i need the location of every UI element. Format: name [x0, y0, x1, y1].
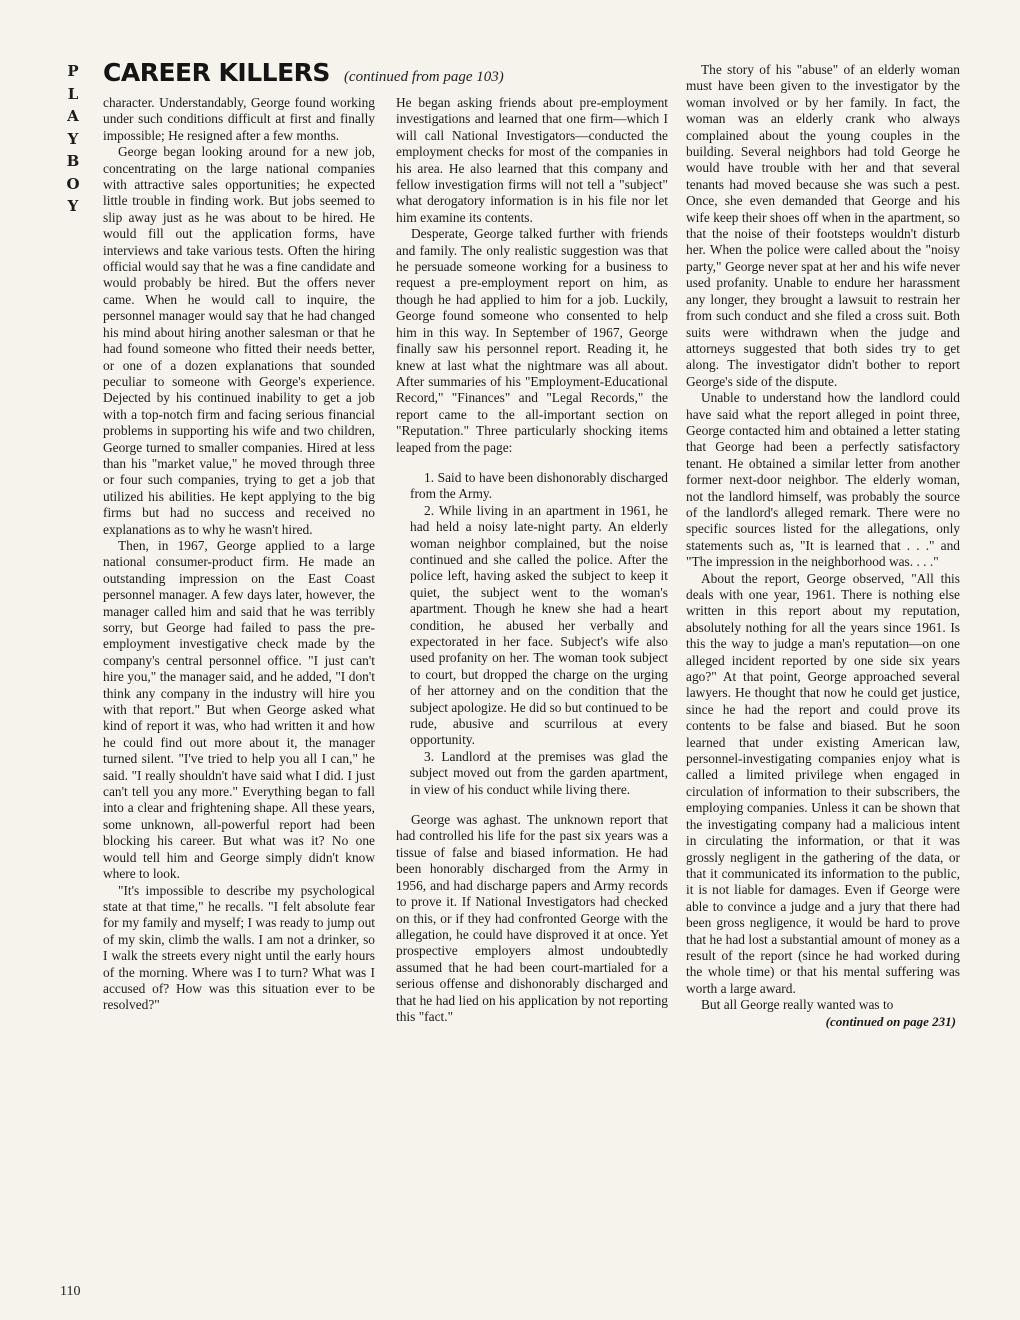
paragraph: He began asking friends about pre-employment investigations and learned that one firm—which I will call National Investigators—conducted the employment checks for most of the companies in his area. He also learned that this company and fellow investigation firms will not tell a "subject" what derogatory information is in his file nor let him examine its contents.	[396, 95, 668, 225]
side-logo-letter: Y	[67, 129, 79, 148]
paragraph: Then, in 1967, George applied to a large national consumer-product firm. He made an outstanding impression on the East Coast personnel manager. A few days later, however, the manager called him and said that he was terribly sorry, but George had failed to pass the pre-employment investigative check made by the company's central personnel office. "I just can't hire you," the manager said, and he added, "I don't think any company in the industry will hire you with that report." But when George asked what kind of report it was, who had written it and how he could find out more about it, the manager turned silent. "I've tried to help you all I can," he said. "I really shouldn't have said what I did. I just can't tell you any more." Everything began to fall into a clear and frightening shape. All these years, some unknown, all-powerful report had been blocking his career. But what was it? No one would tell him and George simply didn't know where to look.	[103, 537, 375, 882]
article-header	[103, 58, 663, 94]
paragraph: George began looking around for a new job, concentrating on the large national companies with attractive sales opportunities; he expected little trouble in finding work. But jobs seemed to slip away just as he was about to be hired. He would fill out the application forms, have interviews and take various tests. Often the hiring official would say that he was a fine candidate and would probably be hired. But the offers never came. When he would call to inquire, the personnel manager would say that he had changed his mind about hiring another salesman or that he had found someone who fitted their needs better, or one of a dozen explanations that sounded peculiar to someone with George's experience. Dejected by his continued inability to get a job with a top-notch firm and facing serious financial problems in supporting his wife and two children, George turned to smaller companies. Hired at less than his "market value," he moved through three or four such companies, trying to get a job that utilized his abilities. He kept applying to the big firms but had no success and received no explanations as to why he wasn't hired.	[103, 144, 375, 537]
side-logo-letter: L	[67, 84, 79, 103]
paragraph: The story of his "abuse" of an elderly woman must have been given to the investigator by the woman involved or by her family. In fact, the woman was an elderly crank who always complained about the young couples in the building. Several neighbors had told George he would have trouble with her and that several tenants had moved because she was such a pest. Once, she even demanded that George and his wife keep their shoes off when in the apartment, so that the noise of their footsteps wouldn't disturb her. When the police were called about the "noisy party," George never spat at her and his wife never used profanity. Unable to endure her harassment any longer, they brought a lawsuit to restrain her from such conduct and she filed a cross suit. Both suits were withdrawn when the judge and attorneys suggested that both sides try to get along. The investigator didn't bother to report George's side of the dispute.	[686, 62, 960, 389]
paragraph: About the report, George observed, "All this deals with one year, 1961. There is nothing else written in this report about my reputation, absolutely nothing for all the years since 1961. Is this the way to judge a man's reputation—on one alleged incident reported by one side six years ago?" At that point, George approached several lawyers. He thought that now he could get justice, since he had the report and could prove its contents to be false and biased. But he soon learned that under existing American law, personnel-investigating companies enjoy what is called a limited privilege when engaged in circulation of information to their subscribers, the employing companies. Unless it can be shown that the investigating company had a malicious intent in circulating the information, or that it was grossly negligent in the gathering of the data, or that it communicated its information to the public, it is not liable for damages. Even if George were able to convince a judge and a jury that there had been gross negligence, it would be hard to prove that he had lost a substantial amount of money as a result of the report (since he had worked during the whole time) or that his mental suffering was worth a large award.	[686, 570, 960, 996]
article-title: CAREER KILLERS	[103, 58, 330, 87]
report-item: 1. Said to have been dishonorably discharged from the Army.	[410, 469, 668, 502]
paragraph: George was aghast. The unknown report that had controlled his life for the past six years was a tissue of false and biased information. He had been honorably discharged from the Army in 1956, and had discharge papers and Army records to prove it. If National Investigators had checked on this, or if they had confronted George with the allegation, he could have disproved it at once. Yet prospective employers almost undoubtedly assumed that he had been court-martialed for a serious offense and dishonorably discharged and that he had lied on his application by not reporting this "fact."	[396, 812, 668, 1024]
text-column-3	[686, 62, 960, 1030]
side-logo-letter: O	[66, 174, 80, 193]
side-logo-letter: A	[67, 107, 79, 125]
continued-from-note: (continued from page 103)	[343, 69, 504, 85]
report-item: 2. While living in an apartment in 1961, he had held a noisy late-night party. An elderly woman neighbor complained, but the noise continued and she called the police. After the police left, having asked the subject to keep it quiet, the subject went to the woman's apartment. Though he knew she had a heart condition, he abused her verbally and expectorated in her face. Subject's wife also used profanity on her. The woman took subject to court, but dropped the charge on the urging of her attorney and on the condition that the subject apologize. He did so but continued to be rude, abusive and scurrilous at every opportunity.	[410, 502, 668, 748]
side-logo-letter: B	[66, 152, 80, 170]
report-item: 3. Landlord at the premises was glad the subject moved out from the garden apartment, in view of his conduct while living there.	[410, 748, 668, 797]
text-column-2	[396, 95, 668, 1025]
side-logo-letter: Y	[67, 197, 79, 215]
page-number: 110	[60, 1284, 81, 1299]
paragraph: character. Understandably, George found working under such conditions difficult at first and finally impossible; He resigned after a few months.	[103, 95, 375, 143]
text-column-1	[103, 95, 375, 1014]
paragraph: But all George really wanted was to	[701, 997, 894, 1013]
paragraph: Unable to understand how the landlord could have said what the report alleged in point three, George contacted him and obtained a letter stating that George had been a perfectly satisfactory tenant. He obtained a similar letter from another former next-door neighbor. The elderly woman, not the landlord himself, was probably the source of the landlord's alleged remark. There were no specific sources listed for the allegations, only statements such as, "It is learned that . . ." and "The impression in the neighborhood was. . . ."	[686, 390, 960, 570]
paragraph: Desperate, George talked further with friends and family. The only realistic suggestion was that he persuade someone working for a business to request a pre-employment report on him, as though he had applied to him for a job. Luckily, George found someone who consented to help him in this way. In September of 1967, George finally saw his personnel report. Reading it, he knew at last what the nightmare was all about. After summaries of his "Employment-Educational Record," "Finances" and "Legal Records," the report came to the all-important section on "Reputation." Three particularly shocking items leaped from the page:	[396, 226, 668, 455]
paragraph: "It's impossible to describe my psychological state at that time," he recalls. "I felt absolute fear for my family and myself; I was ready to jump out of my skin, climb the walls. I am not a drinker, so I walk the streets every night until the early hours of the morning. Where was I to turn? What was I accused of? How was this situation ever to be resolved?"	[103, 882, 375, 1013]
side-logo-letter: P	[67, 62, 79, 80]
report-items-list	[396, 470, 668, 798]
side-logo	[58, 60, 88, 218]
continued-on-note: (continued on page 231)	[825, 1013, 956, 1029]
